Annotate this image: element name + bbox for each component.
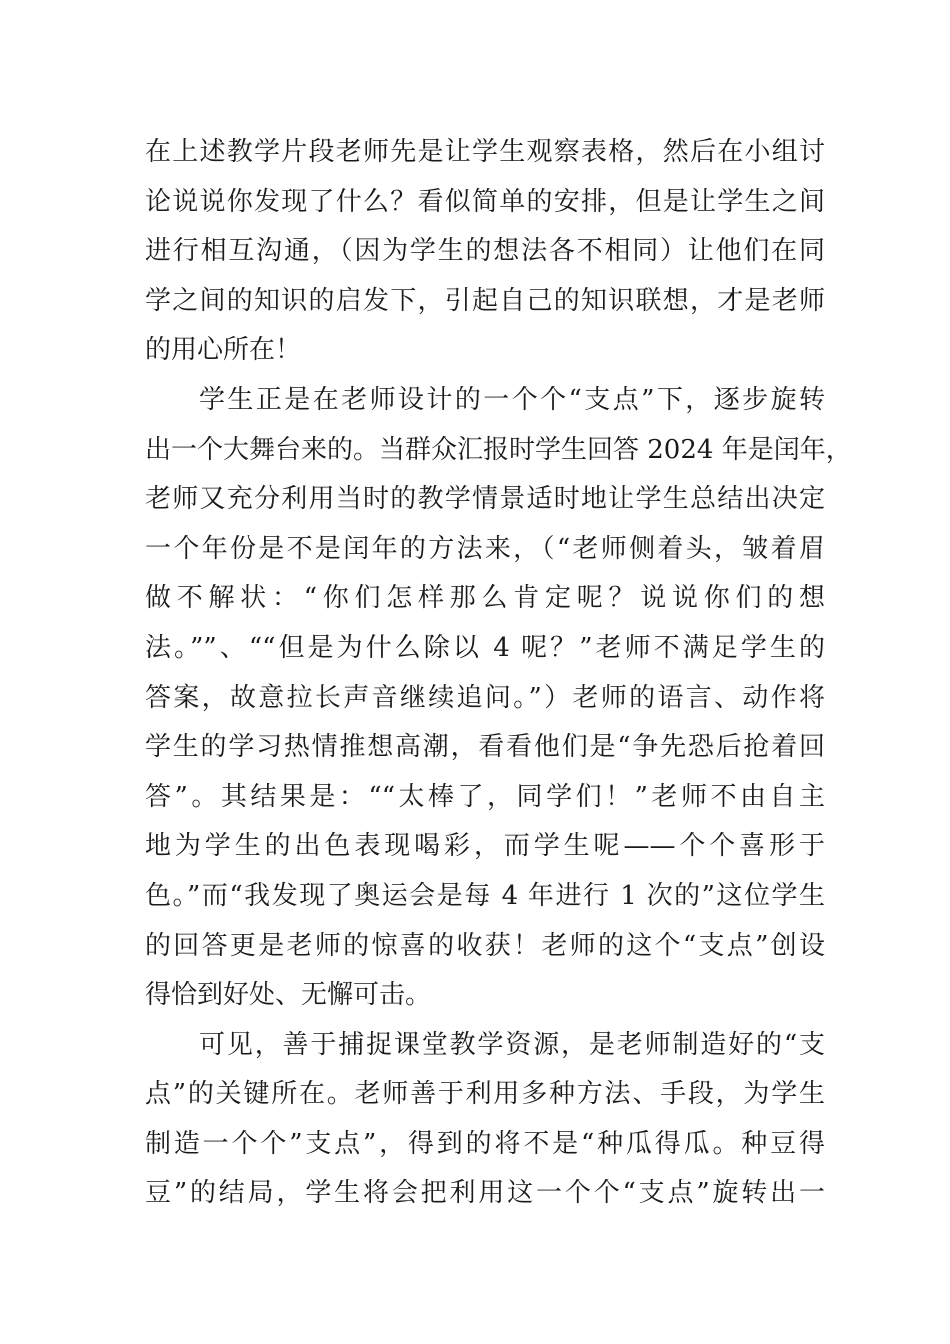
text-line: 出一个大舞台来的。当群众汇报时学生回答 2024 年是闰年， [145,434,852,465]
text-line: 地为学生的出色表现喝彩，而学生呢——个个喜形于 [145,831,825,862]
text-line: 老师又充分利用当时的教学情景适时地让学生总结出决定 [145,484,825,515]
text-line: 制造一个个”支点”，得到的将不是“种瓜得瓜。种豆得 [145,1128,825,1159]
document-body [145,128,852,1219]
text-line: 点”的关键所在。老师善于利用多种方法、手段，为学生 [145,1079,825,1110]
text-line: 可见，善于捕捉课堂教学资源，是老师制造好的“支 [199,1029,825,1060]
text-line: 的用心所在！ [145,335,302,366]
text-line: 法。””、““但是为什么除以 4 呢？”老师不满足学生的 [145,632,825,663]
paragraph [145,1021,825,1219]
text-line: 答案，故意拉长声音继续追问。”）老师的语言、动作将 [145,682,825,713]
text-line: 得恰到好处、无懈可击。 [145,980,432,1011]
text-line: 色。”而“我发现了奥运会是每 4 年进行 1 次的”这位学生 [145,880,825,911]
text-line: 一个年份是不是闰年的方法来，（“老师侧着头，皱着眉 [145,533,825,564]
text-line: 论说说你发现了什么？看似简单的安排，但是让学生之间 [145,186,825,217]
text-line: 的回答更是老师的惊喜的收获！老师的这个“支点”创设 [145,930,825,961]
text-line: 学之间的知识的启发下，引起自己的知识联想，才是老师 [145,285,825,316]
paragraph [145,376,852,1021]
text-line: 学生正是在老师设计的一个个“支点”下，逐步旋转 [199,384,825,415]
text-line: 答”。其结果是：““太棒了，同学们！”老师不由自主 [145,781,825,812]
text-line: 在上述教学片段老师先是让学生观察表格，然后在小组讨 [145,137,825,167]
text-line: 做不解状：“你们怎样那么肯定呢？说说你们的想 [145,583,825,614]
text-line: 豆”的结局，学生将会把利用这一个个“支点”旋转出一 [145,1178,825,1209]
text-line: 进行相互沟通，（因为学生的想法各不相同）让他们在同 [145,236,825,267]
paragraph [145,128,825,376]
text-line: 学生的学习热情推想高潮，看看他们是“争先恐后抢着回 [145,732,825,763]
